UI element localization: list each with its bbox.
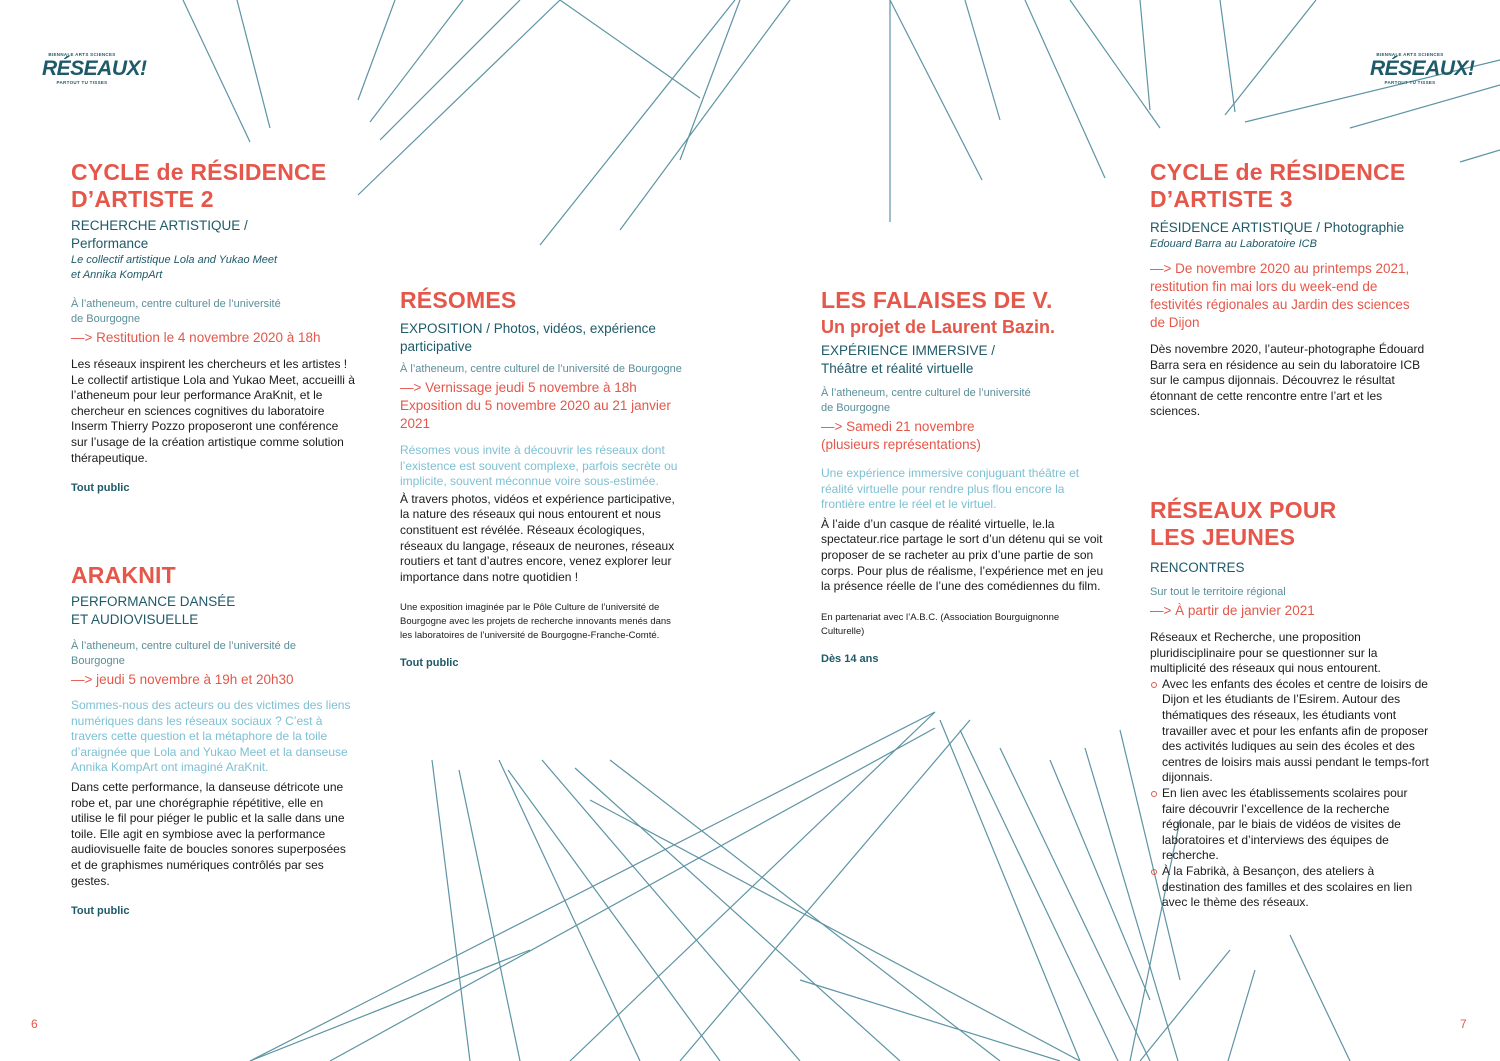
section-subtitle: RENCONTRES bbox=[1150, 560, 1245, 575]
section-residence-3 bbox=[1150, 159, 1434, 420]
section-title: CYCLE de RÉSIDENCE D’ARTISTE 2 bbox=[71, 159, 327, 212]
list-item: En lien avec les établissements scolaires pour faire découvrir l’excellence de la recherche régionale, par le biais de vidéos de visites de laboratoires et d’interviews des équipes de recherche. bbox=[1150, 786, 1434, 864]
section-body: À l’aide d’un casque de réalité virtuelle, le.la spectateur.rice partage le sort d’un détenu qui se voit proposer de se racheter au prix d’une partie de son corps. Pour plus de réalisme, l’expérience met en jeu la présence réelle de l’une des comédiennes du film. bbox=[821, 516, 1104, 594]
subtitle-line: RECHERCHE ARTISTIQUE / bbox=[71, 218, 248, 233]
section-falaises bbox=[821, 287, 1105, 665]
section-note: Une exposition imaginée par le Pôle Culture de l’université de Bourgogne avec les projets de recherche innovants menés dans les laboratoires de l’université de Bourgogne-Franche-Comté. bbox=[400, 602, 671, 642]
section-body: Dès novembre 2020, l’auteur-photographe Édouard Barra sera en résidence au sein du laboratoire ICB sur le campus dijonnais. Découvrez le résultat étonnant de cette rencontre entre l’art et les sciences. bbox=[1150, 342, 1425, 419]
place-line: À l’atheneum, centre culturel de l’université bbox=[821, 387, 1031, 399]
place-line: de Bourgogne bbox=[821, 402, 891, 414]
event-date: —> De novembre 2020 au printemps 2021, restitution fin mai lors du week-end de festivités régionales au Jardin des sciences de Dijon bbox=[1150, 261, 1410, 330]
section-intro: Sommes-nous des acteurs ou des victimes des liens numériques dans les réseaux sociaux ? C’est à travers cette question et la métaphore de la toile d’araignée que Lola and Yukao Meet et la danseuse Annika KompArt ont imaginé AraKnit. bbox=[71, 698, 351, 775]
event-place bbox=[71, 639, 355, 669]
subtitle-line: ET AUDIOVISUELLE bbox=[71, 612, 199, 627]
subtitle-line: PERFORMANCE DANSÉE bbox=[71, 594, 236, 609]
event-date: —> À partir de janvier 2021 bbox=[1150, 603, 1315, 618]
event-date: —> Restitution le 4 novembre 2020 à 18h bbox=[71, 330, 321, 345]
audience-label: Tout public bbox=[400, 657, 459, 670]
place-line: À l’atheneum, centre culturel de l’université de bbox=[71, 640, 297, 652]
place-line: À l’atheneum, centre culturel de l’université bbox=[71, 298, 281, 310]
section-subtitle bbox=[71, 593, 355, 629]
event-place bbox=[71, 297, 355, 327]
page-number-left: 6 bbox=[31, 1017, 38, 1031]
section-body: À travers photos, vidéos et expérience participative, la nature des réseaux qui nous entourent et nous constituent est révélée. Réseaux écologiques, réseaux du langage, réseaux de neurones, réseaux routiers et tant d’autres encore, venez explorer leur importance dans notre quotidien ! bbox=[400, 491, 675, 584]
logo-title: RÉSEAUX! bbox=[42, 57, 147, 80]
artist-credit: Edouard Barra au Laboratoire ICB bbox=[1150, 238, 1317, 250]
list-item: Avec les enfants des écoles et centre de loisirs de Dijon et les étudiants de l’Esirem. Autour des thématiques des réseaux, les étudiants vont travailler avec et pour les enfants afin de proposer des activités ludiques au sein des écoles et des centres de loisirs mais aussi pendant le temps-fort dijonnais. bbox=[1150, 677, 1434, 786]
section-araknit bbox=[71, 562, 355, 917]
section-body: Dans cette performance, la danseuse détricote une robe et, par une chorégraphie répétitive, elle en utilise le fil pour piéger le public et la salle dans une toile. Elle agit en symbiose avec la performance audiovisuelle faite de boucles sonores superposées et de graphismes numériques contrôlés par ses gestes. bbox=[71, 779, 346, 888]
logo-bottom-text: PARTOUT TU TISSES bbox=[56, 80, 108, 85]
section-jeunes bbox=[1150, 497, 1434, 911]
subtitle-line: Performance bbox=[71, 236, 149, 251]
artist-credit bbox=[71, 253, 355, 283]
logo-bottom-text: PARTOUT TU TISSES bbox=[1384, 80, 1436, 85]
logo-left bbox=[42, 52, 147, 86]
section-subtitle bbox=[71, 217, 355, 253]
event-date-note: (plusieurs représentations) bbox=[821, 437, 981, 452]
credit-line: Le collectif artistique Lola and Yukao Meet bbox=[71, 254, 278, 266]
event-place: À l’atheneum, centre culturel de l’université de Bourgogne bbox=[400, 363, 682, 375]
section-subtitle bbox=[821, 342, 1105, 378]
section-body: Les réseaux inspirent les chercheurs et les artistes ! Le collectif artistique Lola and Yukao Meet, accueilli à l’atheneum pour leur performance AraKnit, et le chercheur en sciences cognitives du laboratoire Inserm Thierry Pozzo proposeront une conférence sur l’usage de la création artistique comme solution thérapeutique. bbox=[71, 357, 355, 465]
place-line: Bourgogne bbox=[71, 655, 125, 667]
logo-top-text: BIENNALE ARTS SCIENCES bbox=[1376, 52, 1444, 57]
section-intro: Résomes vous invite à découvrir les réseaux dont l’existence est souvent complexe, parfois secrète ou implicite, souvent méconnue voire sous-estimée. bbox=[400, 443, 678, 489]
section-resomes bbox=[400, 287, 682, 669]
audience-label: Tout public bbox=[71, 482, 130, 495]
logo-right bbox=[1370, 52, 1475, 86]
list-item: À la Fabrikà, à Besançon, des ateliers à destination des familles et des scolaires en lien avec le thème des réseaux. bbox=[1150, 864, 1434, 911]
event-date-exhibition: Exposition du 5 novembre 2020 au 21 janvier 2021 bbox=[400, 398, 671, 431]
event-date-vernissage: —> Vernissage jeudi 5 novembre à 18h bbox=[400, 380, 637, 395]
subtitle-line: EXPÉRIENCE IMMERSIVE / bbox=[821, 343, 996, 358]
section-subtitle: EXPOSITION / Photos, vidéos, expérience participative bbox=[400, 321, 656, 354]
event-date: —> Samedi 21 novembre bbox=[821, 419, 975, 434]
subtitle-line: Théâtre et réalité virtuelle bbox=[821, 361, 974, 376]
event-place bbox=[821, 386, 1105, 416]
section-note: En partenariat avec l’A.B.C. (Association Bourguignonne Culturelle) bbox=[821, 611, 1060, 637]
section-title: RÉSEAUX POUR LES JEUNES bbox=[1150, 497, 1337, 550]
logo-top-text: BIENNALE ARTS SCIENCES bbox=[48, 52, 116, 57]
logo-title: RÉSEAUX! bbox=[1370, 57, 1475, 80]
place-line: de Bourgogne bbox=[71, 313, 141, 325]
section-intro: Une expérience immersive conjuguant théâtre et réalité virtuelle pour rendre plus flou encore la frontière entre le réel et le virtuel. bbox=[821, 466, 1080, 512]
section-title-2: Un projet de Laurent Bazin. bbox=[821, 317, 1056, 337]
section-title: LES FALAISES DE V. bbox=[821, 287, 1053, 313]
event-date: —> jeudi 5 novembre à 19h et 20h30 bbox=[71, 672, 294, 687]
page-number-right: 7 bbox=[1460, 1017, 1467, 1031]
section-title: ARAKNIT bbox=[71, 562, 176, 588]
section-residence-2 bbox=[71, 159, 355, 494]
section-title: RÉSOMES bbox=[400, 287, 517, 313]
credit-line: et Annika KompArt bbox=[71, 269, 163, 281]
audience-label: Dès 14 ans bbox=[821, 652, 879, 665]
section-subtitle: RÉSIDENCE ARTISTIQUE / Photographie bbox=[1150, 220, 1405, 235]
event-place: Sur tout le territoire régional bbox=[1150, 586, 1286, 598]
section-body: Réseaux et Recherche, une proposition pluridisciplinaire pour se questionner sur la multiplicité des réseaux qui nous entourent. bbox=[1150, 630, 1381, 676]
section-title: CYCLE de RÉSIDENCE D’ARTISTE 3 bbox=[1150, 159, 1406, 212]
audience-label: Tout public bbox=[71, 905, 130, 918]
